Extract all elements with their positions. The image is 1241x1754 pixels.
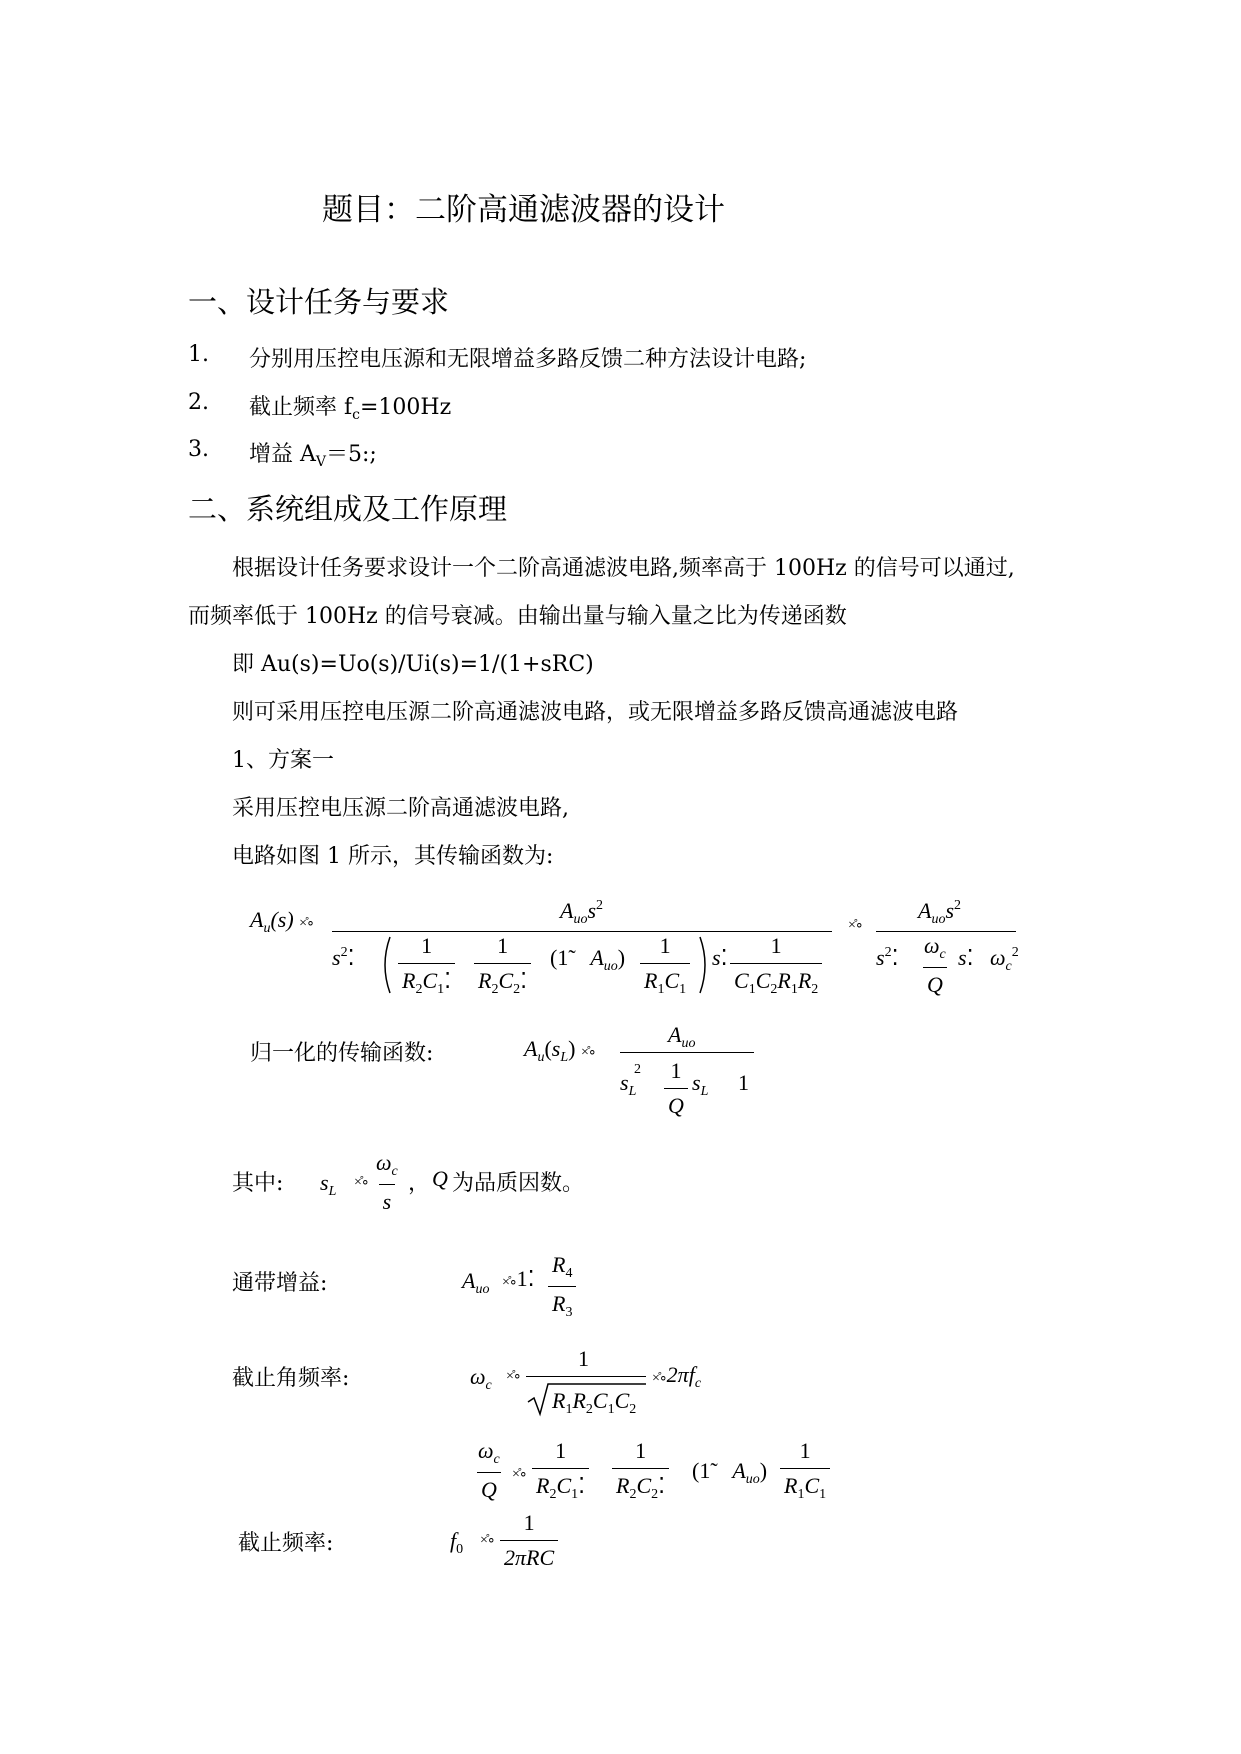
- list-item-text: 增益 $A_V=5$:;: [249, 442, 377, 470]
- formula-label: 截止频率:: [238, 1531, 334, 1556]
- fraction-bar: [526, 1376, 646, 1377]
- fraction-bar: [332, 931, 832, 932]
- fraction-bar: [876, 931, 1016, 932]
- section-heading-2: 二、系统组成及工作原理: [188, 492, 508, 526]
- formula-label: 通带增益:: [232, 1271, 328, 1296]
- list-item-number: 3.: [188, 437, 209, 462]
- page-title: 题目：二阶高通滤波器的设计: [322, 192, 725, 228]
- list-item-number: 2.: [188, 390, 209, 415]
- subsection-heading: 1、方案一: [232, 748, 334, 773]
- transfer-function-formula: $A_u(s)$ ×̊∘ $A_{uo}s^2$ $s^2⁚$ $\frac{1}{R_2C_1⁚}$ $\frac{1}{R_2C_2⁚}$ (1̃ $A_{uo}$) $\frac{1}{R_1C_1}$ s⁚ $\frac{1}{C_1C_2R_1R_2}$ ×̊∘ $A_{uo}s^2$ $s^2⁚$ $\frac{\omega_c}{Q}$ s⁚ $\omega_c^2$: [250, 898, 1019, 997]
- cutoff-angular-formula: $\omega_c$ ×̊∘ 1 $R_1R_2C_1C_2$ $\times̊\circ 2\pi f_c$: [470, 1342, 730, 1422]
- paragraph-line: 根据设计任务要求设计一个二阶高通滤波电路,频率高于 100Hz 的信号可以通过,: [232, 556, 1015, 581]
- paragraph-line: 电路如图 1 所示，其传输函数为:: [232, 844, 554, 869]
- cutoff-frequency-formula: $f_0$ ×̊∘ $\frac{1}{\text{2πRC}}$: [450, 1510, 610, 1580]
- list-item-text: 截止频率 $f_c=100Hz$: [249, 395, 452, 423]
- normalized-transfer-formula: $A_u(s_L)$ ×̊∘ $A_{uo}$ $s_L$ $^2$ $\frac{1}{Q}$ $s_L$ 1: [524, 1018, 764, 1118]
- paragraph-line: 而频率低于 100Hz 的信号衰减。由输出量与输入量之比为传递函数: [188, 604, 847, 629]
- formula-label: 归一化的传输函数:: [250, 1041, 434, 1066]
- section-heading-1: 一、设计任务与要求: [188, 285, 450, 319]
- omega-over-q-formula: $\frac{\omega_c}{Q}$ ×̊∘ $\frac{1}{R_2C_1⁚}$ $\frac{1}{R_2C_2⁚}$ (1̃ $A_{uo}$) $\frac{1}{R_1C_1}$: [474, 1438, 854, 1518]
- fraction-bar: [620, 1052, 754, 1053]
- where-label: 其中:: [232, 1171, 284, 1196]
- list-item-number: 1.: [188, 342, 209, 367]
- passband-gain-formula: $A_{uo}$ ×̊∘1⁚ $\frac{R_4}{R_3}$: [462, 1252, 602, 1322]
- paragraph-line: 即 Au(s)=Uo(s)/Ui(s)=1/(1+sRC): [232, 652, 594, 677]
- paragraph-line: 则可采用压控电压源二阶高通滤波电路，或无限增益多路反馈高通滤波电路: [232, 700, 959, 725]
- list-item-text: 分别用压控电压源和无限增益多路反馈二种方法设计电路;: [249, 347, 807, 372]
- paragraph-line: 采用压控电压源二阶高通滤波电路,: [232, 796, 569, 821]
- where-formula: $s_L$ ×̊∘ $\frac{\omega_c}{s}$ ， Q 为品质因数。: [320, 1150, 585, 1214]
- formula-label: 截止角频率:: [232, 1366, 350, 1391]
